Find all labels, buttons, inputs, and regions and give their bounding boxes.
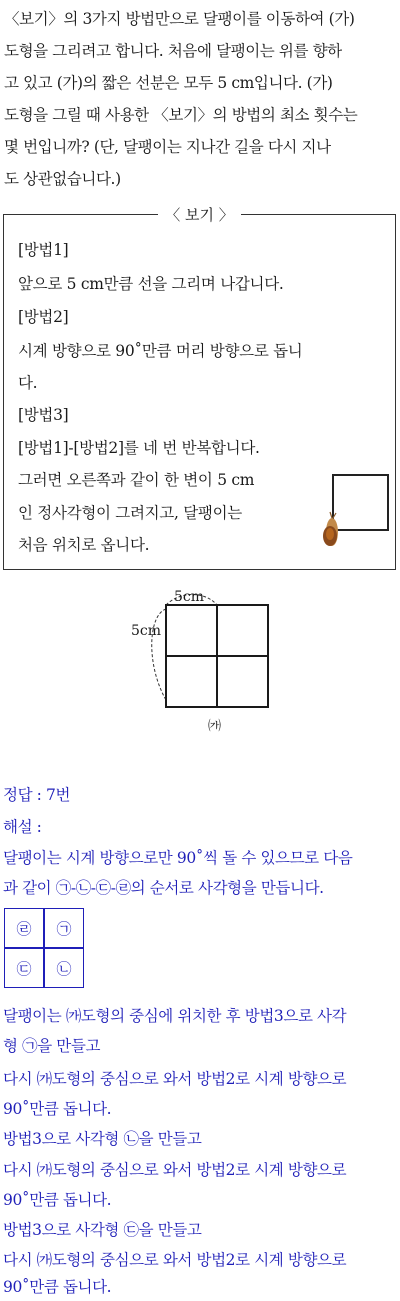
- question-line: 〈보기〉의 3가지 방법만으로 달팽이를 이동하여 (가): [4, 10, 355, 28]
- square-outline: [333, 475, 388, 530]
- solution-step: 90˚만큼 돕니다.: [3, 1191, 112, 1209]
- grid-cell-top-left: ㉣: [16, 919, 32, 938]
- question-line: 도 상관없습니다.): [4, 170, 121, 188]
- figure-ga: [120, 585, 280, 740]
- bogi-box: [3, 206, 396, 570]
- bogi-line: 그러면 오른쪽과 같이 한 변이 5 cm: [18, 471, 255, 489]
- solution-step: 다시 ㈎도형의 중심으로 와서 방법2로 시계 방향으로: [3, 1161, 347, 1179]
- question-line: 고 있고 (가)의 짧은 선분은 모두 5 cm입니다. (가): [4, 74, 333, 92]
- solution-heading: 해설 :: [3, 818, 42, 836]
- order-grid: [4, 908, 84, 988]
- solution-step: 다시 ㈎도형의 중심으로 와서 방법2로 시계 방향으로: [3, 1251, 347, 1269]
- solution-step: 방법3으로 사각형 ㉢을 만들고: [3, 1221, 202, 1239]
- bogi-line: 앞으로 5 cm만큼 선을 그리며 나갑니다.: [18, 275, 284, 293]
- bogi-line: [방법1]: [18, 241, 69, 259]
- solution-step: 달팽이는 ㈎도형의 중심에 위치한 후 방법3으로 사각: [3, 1007, 347, 1025]
- bogi-line: 시계 방향으로 90˚만큼 머리 방향으로 돕니: [18, 342, 303, 360]
- bogi-line: [방법1]-[방법2]를 네 번 반복합니다.: [18, 439, 260, 457]
- solution-step: 90˚만큼 돕니다.: [3, 1100, 112, 1118]
- bogi-line: 다.: [18, 374, 38, 392]
- solution-step: 방법3으로 사각형 ㉡을 만들고: [3, 1130, 202, 1148]
- solution-line: 달팽이는 시계 방향으로만 90˚씩 돌 수 있으므로 다음: [3, 849, 353, 867]
- left-length-label: 5cm: [131, 623, 162, 639]
- grid-cell-bottom-right: ㉡: [56, 959, 72, 978]
- figure-caption: ㈎: [208, 719, 222, 734]
- bogi-line: 인 정사각형이 그려지고, 달팽이는: [18, 504, 242, 522]
- answer-text: 정답 : 7번: [3, 786, 71, 804]
- question-text: [4, 3, 398, 195]
- top-length-label: 5cm: [174, 589, 205, 605]
- square-with-snail-figure: [319, 470, 391, 550]
- bogi-title: 〈 보기 〉: [4, 204, 395, 225]
- question-line: 몇 번입니까? (단, 달팽이는 지나간 길을 다시 지나: [4, 138, 331, 156]
- grid-cell-top-right: ㉠: [56, 919, 72, 938]
- question-line: 도형을 그릴 때 사용한 〈보기〉의 방법의 최소 횟수는: [4, 106, 358, 124]
- solution-step: 90˚만큼 돕니다.: [3, 1278, 112, 1296]
- snail-icon: [323, 512, 338, 546]
- solution-step: 형 ㉠을 만들고: [3, 1037, 101, 1055]
- solution-step: 다시 ㈎도형의 중심으로 와서 방법2로 시계 방향으로: [3, 1070, 347, 1088]
- bogi-line: [방법3]: [18, 406, 69, 424]
- bogi-line: [방법2]: [18, 308, 69, 326]
- question-line: 도형을 그리려고 합니다. 처음에 달팽이는 위를 향하: [4, 42, 342, 60]
- grid-cell-bottom-left: ㉢: [16, 959, 32, 978]
- solution-line: 과 같이 ㉠-㉡-㉢-㉣의 순서로 사각형을 만듭니다.: [3, 879, 324, 897]
- bogi-line: 처음 위치로 옵니다.: [18, 536, 150, 554]
